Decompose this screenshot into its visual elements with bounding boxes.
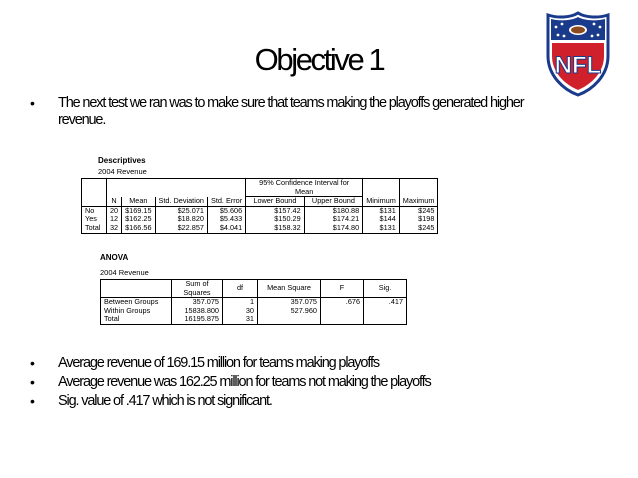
- cell-min: $131: [363, 224, 400, 233]
- cell-ms: 357.075: [258, 298, 321, 307]
- intro-text: The next test we ran was to make sure that teams making the playoffs generated higher revenue.: [58, 95, 524, 128]
- anova-table-frame: [100, 279, 407, 325]
- cell-n: 32: [110, 222, 119, 232]
- anova-section: [100, 253, 420, 343]
- cell-lb: $158.32: [246, 224, 305, 233]
- cell-max: $245: [399, 224, 437, 233]
- cell-se: $4.041: [207, 224, 245, 233]
- col-mean-square: Mean Square: [258, 280, 321, 298]
- bullet-dot: •: [30, 393, 35, 409]
- nfl-shield-logo: [542, 10, 614, 98]
- cell-lb: $150.29: [246, 215, 305, 224]
- row-label: Total: [82, 224, 107, 233]
- cell-se: $5.433: [207, 215, 245, 224]
- cell-min: $144: [363, 215, 400, 224]
- cell-max: $245: [399, 206, 437, 215]
- cell-ub: $180.88: [304, 206, 363, 215]
- cell-ss: 15838.800: [184, 305, 219, 315]
- finding-text: Average revenue was 162.25 million for teams not making the playoffs: [58, 374, 431, 390]
- cell-ss: 16195.875: [184, 314, 219, 324]
- cell-mean: $162.25: [122, 215, 155, 224]
- anova-table: [101, 280, 406, 324]
- col-std-dev: Std. Deviation: [155, 197, 207, 207]
- cell-df: 31: [223, 315, 258, 324]
- cell-f: [321, 315, 364, 324]
- finding-text: Sig. value of .417 which is not significant.: [58, 393, 272, 409]
- cell-ss: 357.075: [172, 298, 223, 307]
- col-f: F: [321, 280, 364, 298]
- descriptives-section: [68, 156, 528, 251]
- col-lower-bound: Lower Bound: [246, 197, 305, 207]
- row-label: Yes: [82, 215, 107, 224]
- slide-title: Objective 1: [254, 42, 384, 77]
- cell-min: $131: [363, 206, 400, 215]
- cell-ub: $174.21: [304, 215, 363, 224]
- cell-ms: [258, 315, 321, 324]
- logo-text: NFL: [554, 52, 602, 79]
- cell-mean: $166.56: [122, 224, 155, 233]
- cell-f: [321, 307, 364, 316]
- cell-se: $5.606: [207, 206, 245, 215]
- bullet-dot: •: [30, 95, 35, 111]
- cell-df: 1: [223, 298, 258, 307]
- col-upper-bound: Upper Bound: [304, 197, 363, 207]
- cell-sig: [364, 307, 407, 316]
- table-row: [82, 224, 437, 233]
- finding-text: Average revenue of 169.15 million for teams making playoffs: [58, 355, 379, 371]
- bullet-dot: •: [30, 355, 35, 371]
- finding-item: [30, 392, 431, 411]
- row-label: No: [82, 206, 107, 215]
- col-std-err: Std. Error: [207, 197, 245, 207]
- descriptives-subcaption: 2004 Revenue: [98, 167, 147, 176]
- row-label: Within Groups: [101, 307, 172, 316]
- cell-sd: $18.820: [155, 215, 207, 224]
- row-label: Total: [101, 315, 172, 324]
- table-row: [101, 315, 406, 324]
- cell-sd: $22.857: [155, 224, 207, 233]
- cell-n: 20: [107, 206, 122, 215]
- cell-sig: .417: [364, 298, 407, 307]
- finding-item: [30, 354, 431, 373]
- cell-ms: 527.960: [258, 307, 321, 316]
- anova-subcaption: 2004 Revenue: [100, 268, 149, 277]
- col-n: N: [111, 195, 117, 205]
- col-minimum: Minimum: [363, 197, 400, 207]
- cell-sd: $25.071: [155, 206, 207, 215]
- row-label: Between Groups: [101, 298, 172, 307]
- ci-header: 95% Confidence Interval for Mean: [246, 179, 363, 197]
- descriptives-table-frame: [81, 178, 438, 234]
- cell-sig: [364, 315, 407, 324]
- findings-list: [30, 354, 431, 411]
- cell-df: 30: [223, 307, 258, 316]
- col-sig: Sig.: [364, 280, 407, 298]
- cell-f: .676: [321, 298, 364, 307]
- cell-max: $198: [399, 215, 437, 224]
- descriptives-caption: Descriptives: [98, 156, 146, 165]
- col-df: df: [223, 280, 258, 298]
- col-mean: Mean: [122, 197, 155, 207]
- finding-item: [30, 373, 431, 392]
- anova-caption: ANOVA: [100, 253, 129, 262]
- cell-mean: $169.15: [122, 206, 155, 215]
- intro-bullet: [30, 95, 570, 129]
- col-maximum: Maximum: [399, 197, 437, 207]
- cell-lb: $157.42: [246, 206, 305, 215]
- descriptives-table: [82, 179, 437, 233]
- col-sum-of-squares: Sum of Squares: [183, 279, 211, 297]
- cell-ub: $174.80: [304, 224, 363, 233]
- bullet-dot: •: [30, 374, 35, 390]
- cell-n: 12: [110, 214, 119, 224]
